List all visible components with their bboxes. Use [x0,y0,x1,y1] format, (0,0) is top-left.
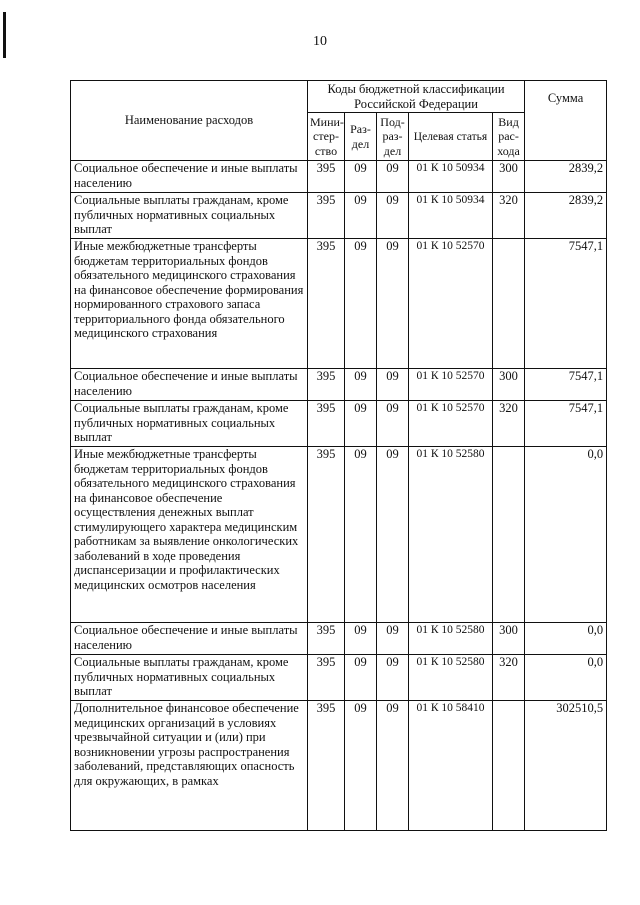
row-name: Социальные выплаты гражданам, кроме публичных нормативных социальных выплат [71,655,308,701]
row-subsection: 09 [377,701,409,831]
table-row [71,369,607,401]
row-section: 09 [345,193,377,239]
row-section: 09 [345,447,377,623]
row-subsection: 09 [377,161,409,193]
row-kind [493,239,525,369]
row-subsection: 09 [377,401,409,447]
row-section: 09 [345,655,377,701]
table-row [71,193,607,239]
row-ministry: 395 [308,401,345,447]
table-row [71,701,607,831]
row-target: 01 К 10 52580 [409,447,493,623]
row-target: 01 К 10 52580 [409,623,493,655]
row-kind: 300 [493,369,525,401]
row-subsection: 09 [377,655,409,701]
row-section: 09 [345,369,377,401]
table-row [71,655,607,701]
row-kind: 320 [493,401,525,447]
row-name: Социальные выплаты гражданам, кроме публичных нормативных социальных выплат [71,193,308,239]
row-name: Социальное обеспечение и иные выплаты населению [71,161,308,193]
row-section: 09 [345,401,377,447]
row-ministry: 395 [308,447,345,623]
table-row [71,161,607,193]
row-target: 01 К 10 50934 [409,193,493,239]
table-row [71,447,607,623]
row-target: 01 К 10 58410 [409,701,493,831]
row-subsection: 09 [377,447,409,623]
row-name: Социальное обеспечение и иные выплаты населению [71,623,308,655]
header-subsection [377,113,409,161]
header-kind [493,113,525,161]
row-subsection: 09 [377,193,409,239]
header-name: Наименование расходов [71,81,308,161]
budget-table [70,80,607,831]
row-target: 01 К 10 50934 [409,161,493,193]
page-number: 10 [313,34,327,49]
row-ministry: 395 [308,239,345,369]
row-kind [493,701,525,831]
row-sum: 0,0 [525,655,607,701]
row-sum: 7547,1 [525,401,607,447]
header-sum: Сумма [525,81,607,161]
table-row [71,623,607,655]
header-section-text: Раз- дел [350,122,371,151]
table-row [71,401,607,447]
header-kind-text: Вид рас- хода [497,114,520,158]
row-sum: 7547,1 [525,239,607,369]
header-codes-group: Коды бюджетной классификации Российской Федерации [308,81,525,113]
row-target: 01 К 10 52570 [409,239,493,369]
row-section: 09 [345,239,377,369]
row-kind [493,447,525,623]
row-name: Дополнительное финансовое обеспечение медицинских организаций в условиях чрезвычайной ситуации и (или) при возникновении угрозы распространения заболеваний, представляющих опасность для окружающих, в рамках [71,701,308,831]
header-section [345,113,377,161]
table-row [71,239,607,369]
row-ministry: 395 [308,623,345,655]
row-target: 01 К 10 52570 [409,369,493,401]
row-name: Иные межбюджетные трансферты бюджетам территориальных фондов обязательного медицинского страхования на финансовое обеспечение формирования нормированного страхового запаса территориального фонда обязательного медицинского страхования [71,239,308,369]
row-kind: 300 [493,623,525,655]
row-target: 01 К 10 52570 [409,401,493,447]
row-kind: 300 [493,161,525,193]
row-sum: 0,0 [525,623,607,655]
table-header [71,81,607,161]
row-sum: 2839,2 [525,193,607,239]
row-ministry: 395 [308,161,345,193]
row-name: Иные межбюджетные трансферты бюджетам территориальных фондов обязательного медицинского страхования на финансовое обеспечение осуществления денежных выплат стимулирующего характера медицинским работникам за выявление онкологических заболеваний в ходе проведения диспансеризации и профилактических медицинских осмотров населения [71,447,308,623]
row-ministry: 395 [308,369,345,401]
row-kind: 320 [493,193,525,239]
header-target-text: Целевая статья [413,130,488,143]
row-subsection: 09 [377,239,409,369]
row-kind: 320 [493,655,525,701]
header-target [409,113,493,161]
row-target: 01 К 10 52580 [409,655,493,701]
header-ministry [308,113,345,161]
table-body [71,161,607,831]
row-sum: 2839,2 [525,161,607,193]
row-name: Социальное обеспечение и иные выплаты населению [71,369,308,401]
row-section: 09 [345,701,377,831]
row-sum: 0,0 [525,447,607,623]
row-ministry: 395 [308,655,345,701]
header-subsection-text: Под- раз- дел [380,114,405,158]
row-section: 09 [345,623,377,655]
row-sum: 302510,5 [525,701,607,831]
row-subsection: 09 [377,623,409,655]
row-ministry: 395 [308,193,345,239]
row-sum: 7547,1 [525,369,607,401]
row-name: Социальные выплаты гражданам, кроме публичных нормативных социальных выплат [71,401,308,447]
row-ministry: 395 [308,701,345,831]
header-ministry-text: Мини- стер- ство [310,114,344,158]
row-section: 09 [345,161,377,193]
row-subsection: 09 [377,369,409,401]
